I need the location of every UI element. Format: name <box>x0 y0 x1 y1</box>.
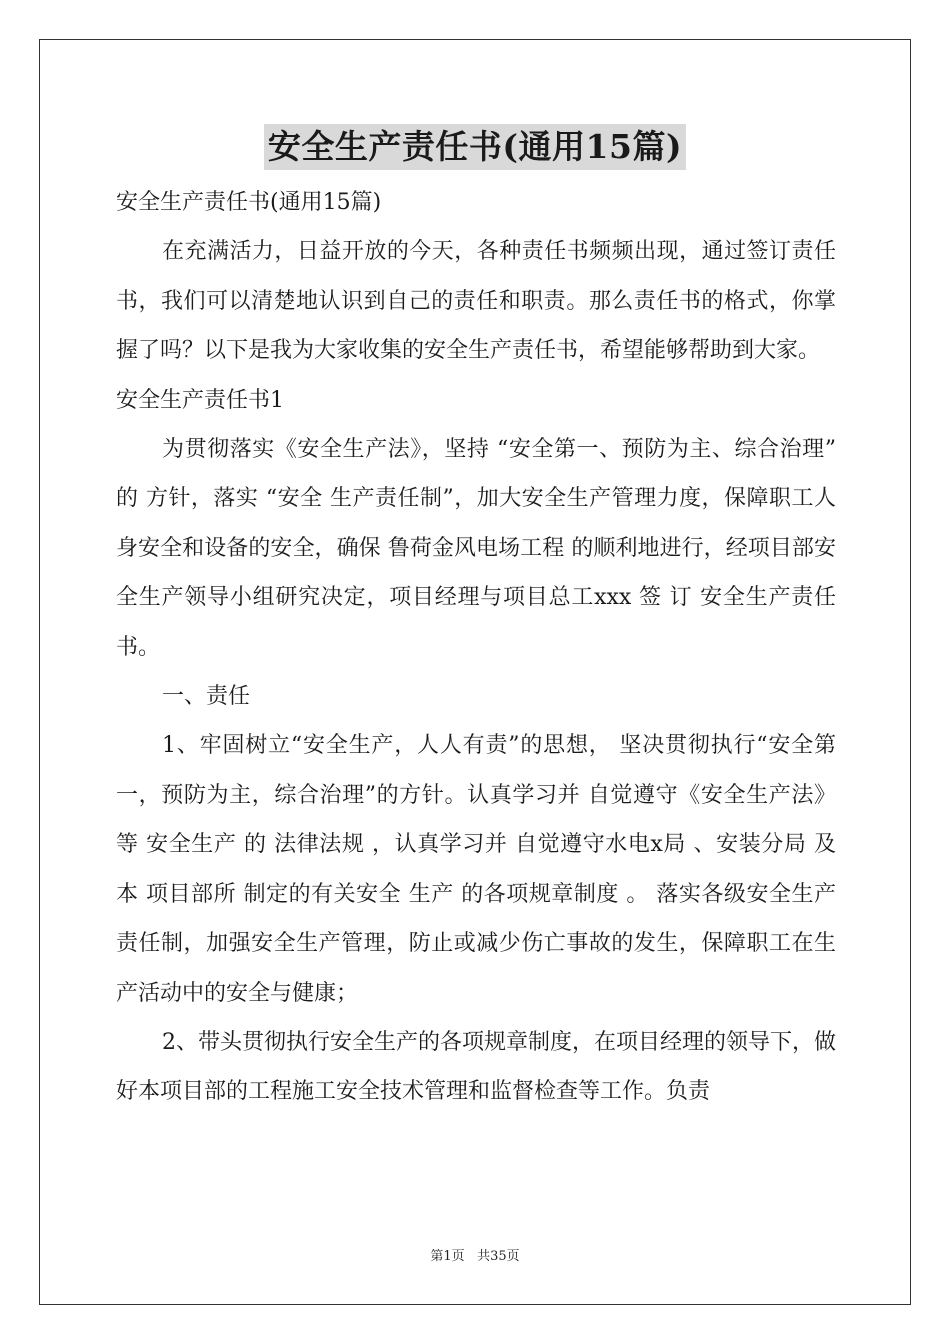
intro-paragraph: 在充满活力，日益开放的今天，各种责任书频频出现，通过签订责任书，我们可以清楚地认识到自己的责任和职责。那么责任书的格式，你掌握了吗？以下是我为大家收集的安全生产责任书，希望能够帮助到大家。 <box>116 239 836 364</box>
list-item-1: 1、牢固树立“安全生产，人人有责”的思想， 坚决贯彻执行“安全第一，预防为主，综合治理”的方针。认真学习并 自觉遵守《安全生产法》等 安全生产 的 法律法规 ，认真学习并 自觉遵守水电x局 、安装分局 及本 项目部所 制定的有关安全 生产 的各项规章制度 。 落实各级安全生产责任制，加强安全生产管理，防止或减少伤亡事故的发生，保障职工在生产活动中的安全与健康； <box>116 733 836 1006</box>
page-footer <box>0 1245 950 1264</box>
section-heading: 安全生产责任书1 <box>116 387 284 413</box>
page-total: 共35页 <box>477 1249 520 1264</box>
title-container <box>0 124 950 170</box>
list-item-2: 2、带头贯彻执行安全生产的各项规章制度，在项目经理的领导下，做好本项目部的工程施工安全技术管理和监督检查等工作。负责 <box>116 1029 836 1105</box>
body-paragraph: 为贯彻落实《安全生产法》，坚持 “安全第一、预防为主、综合治理” 的 方针，落实 “安全 生产责任制”，加大安全生产管理力度，保障职工人身安全和设备的安全，确保 鲁荷金风电场工程 的顺利地进行，经项目部安全生产领导小组研究决定，项目经理与项目总工xxx 签 订 安全生产责任书。 <box>116 437 836 660</box>
document-body <box>116 178 836 1117</box>
subsection-heading: 一、责任 <box>162 684 251 710</box>
subtitle-line: 安全生产责任书(通用15篇) <box>116 190 382 215</box>
page-number: 第1页 <box>430 1249 465 1264</box>
document-title: 安全生产责任书(通用15篇) <box>264 124 686 170</box>
